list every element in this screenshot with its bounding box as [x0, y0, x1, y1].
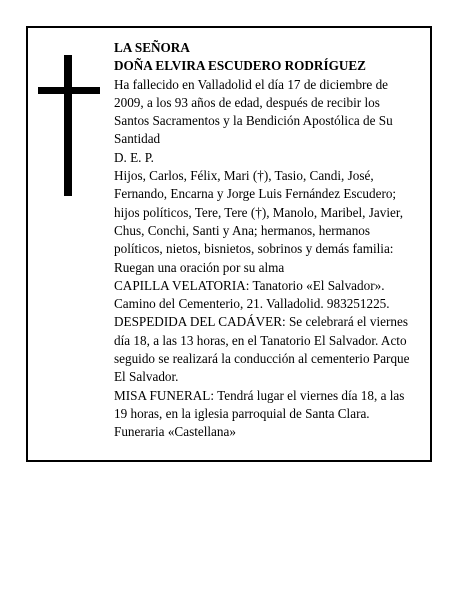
cross-vertical-bar	[64, 55, 72, 196]
chapel-info: CAPILLA VELATORIA: Tanatorio «El Salvador». Camino del Cementerio, 21. Valladolid. 983251225.	[114, 277, 390, 312]
prayer-request: Ruegan una oración por su alma	[114, 259, 285, 275]
funeral-mass-info: MISA FUNERAL: Tendrá lugar el viernes día 18, a las 19 horas, en la iglesia parroquial de Santa Clara.	[114, 387, 405, 421]
deceased-name: DOÑA ELVIRA ESCUDERO RODRÍGUEZ	[114, 58, 366, 74]
death-announcement: Ha fallecido en Valladolid el día 17 de diciembre de 2009, a los 93 años de edad, después de recibir los Santos Sacramentos y la Bendición Apostólica de Su Santidad	[114, 76, 393, 147]
obituary-text	[114, 39, 414, 442]
farewell-info: DESPEDIDA DEL CADÁVER: Se celebrará el viernes día 18, a las 13 horas, en el Tanatorio El Salvador. Acto seguido se realizará la conducción al cementerio Parque El Salvador.	[114, 314, 410, 385]
family-list: Hijos, Carlos, Félix, Mari (†), Tasio, Candi, José, Fernando, Encarna y Jorge Luis Fernández Escudero; hijos políticos, Tere, Tere (†), Manolo, Maribel, Javier, Chus, Conchi, Santi y Ana; hermanos, hermanos políticos, nietos, bisnietos, sobrinos y demás familia:	[114, 168, 404, 257]
cross-icon	[38, 55, 100, 196]
dep-line: D. E. P.	[114, 149, 154, 165]
cross-horizontal-bar	[38, 87, 100, 94]
funeral-home: Funeraria «Castellana»	[114, 424, 236, 440]
honorific: LA SEÑORA	[114, 40, 190, 55]
